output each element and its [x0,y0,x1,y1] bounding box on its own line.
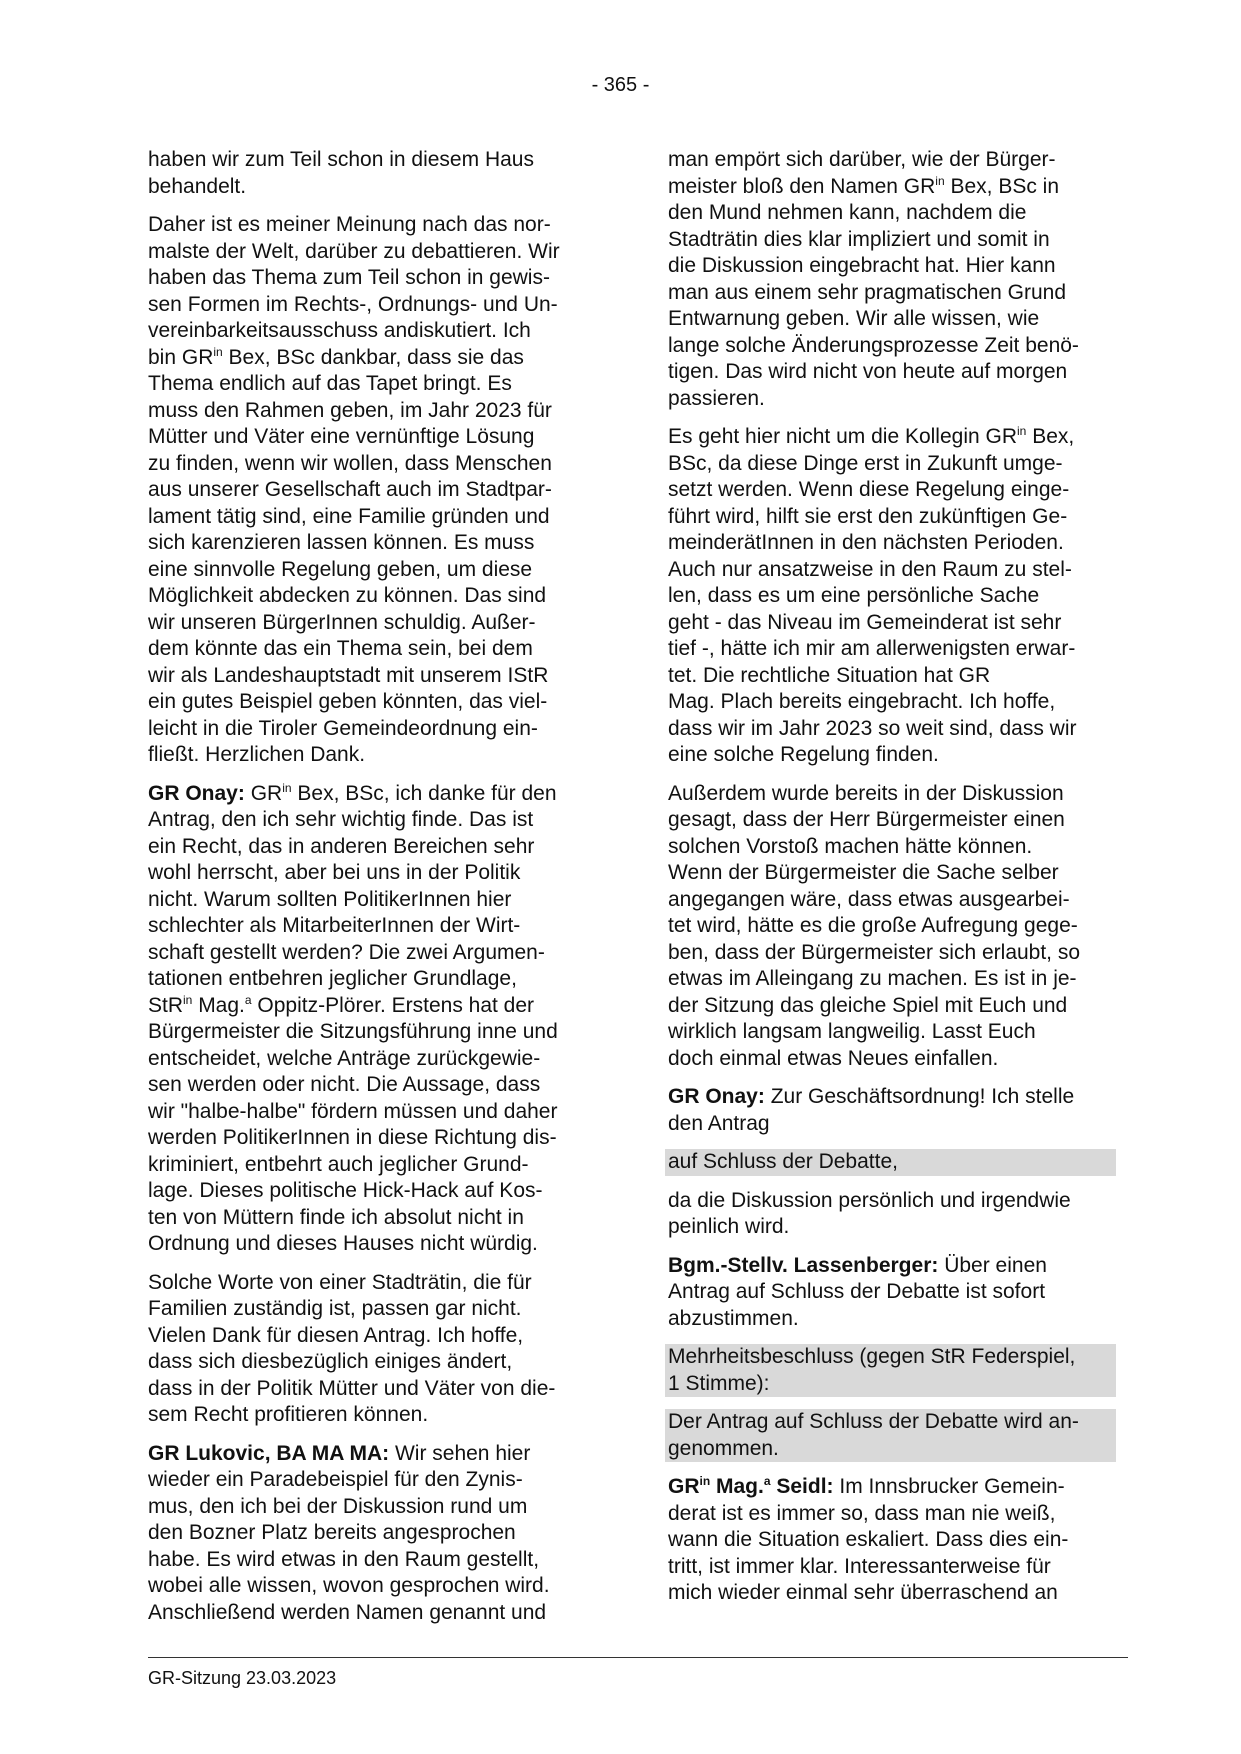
text-line [148,265,596,292]
paragraph [148,147,596,200]
text-segment: sem Recht profitieren können. [148,1403,429,1426]
text-segment: schaft gestellt werden? Die zwei Argumen- [148,940,545,964]
text-line [668,742,1116,769]
text-segment: wohl herrscht, aber bei uns in der Politik [148,861,521,884]
text-segment: Wir sehen hier [389,1441,531,1465]
text-segment: wirklich langsam langweilig. Lasst Euch [668,1020,1036,1043]
text-segment: Entwarnung geben. Wir alle wissen, wie [668,307,1040,330]
speaker-name: GR [668,1475,700,1498]
text-segment: gesagt, dass der Herr Bürgermeister einen [668,808,1065,831]
paragraph [668,1253,1116,1333]
text-segment: ein Recht, das in anderen Bereichen sehr [148,834,535,858]
text-line [148,1376,596,1403]
text-line [668,477,1116,504]
superscript: a [244,992,252,1007]
text-segment: Bex, [1026,425,1075,448]
text-segment: Bürgermeister die Sitzungsführung inne und [148,1020,558,1043]
text-segment: tief -, hätte ich mir am allerwenigsten erwar- [668,637,1076,660]
text-segment: abzustimmen. [668,1306,799,1330]
text-segment: Der Antrag auf Schluss der Debatte wird an- [668,1410,1079,1433]
text-line [668,424,1116,451]
text-segment: entscheidet, welche Anträge zurückgewie- [148,1046,541,1070]
text-segment: eine solche Regelung finden. [668,743,939,766]
text-line [668,1474,1116,1501]
text-segment: wann die Situation eskaliert. Dass dies ein- [668,1528,1069,1551]
paragraph [148,781,596,1258]
text-segment: dass wir im Jahr 2023 so weit sind, dass wir [668,716,1077,740]
text-segment: da die Diskussion persönlich und irgendwie [668,1188,1071,1212]
text-segment: Wenn der Bürgermeister die Sache selber [668,861,1059,884]
text-line [148,716,596,743]
text-segment: sich karenzieren lassen können. Es muss [148,531,535,554]
text-segment: Antrag auf Schluss der Debatte ist sofort [668,1280,1046,1303]
text-segment: wir "halbe-halbe" fördern müssen und daher [148,1099,558,1123]
text-line [148,689,596,716]
text-line [668,663,1116,690]
text-segment: Familien zuständig ist, passen gar nicht. [148,1297,522,1320]
text-segment: etwas im Alleingang zu machen. Es ist in je- [668,967,1077,990]
text-segment: Mehrheitsbeschluss (gegen StR Federspiel, [668,1345,1076,1368]
text-segment: den Bozner Platz bereits angesprochen [148,1521,516,1544]
speaker-name: Mag. [710,1475,764,1498]
text-segment: wir unseren BürgerInnen schuldig. Außer- [148,610,536,634]
text-line [148,239,596,266]
text-segment: zu finden, wenn wir wollen, dass Menschen [148,451,552,475]
text-segment: setzt werden. Wenn diese Regelung einge- [668,478,1070,501]
text-line [668,1214,1116,1241]
paragraph [668,1474,1116,1607]
text-segment: wobei alle wissen, wovon gesprochen wird. [148,1574,550,1597]
text-line [148,887,596,914]
text-segment: nicht. Warum sollten PolitikerInnen hier [148,887,512,911]
paragraph [668,781,1116,1073]
text-segment: der Sitzung das gleiche Spiel mit Euch und [668,993,1068,1017]
text-segment: die Diskussion eingebracht hat. Hier kann [668,254,1056,277]
text-segment: kriminiert, entbehrt auch jeglicher Grund- [148,1152,529,1176]
text-segment: bin GR [148,345,214,369]
text-segment: Mag. Plach bereits eingebracht. Ich hoffe, [668,690,1056,713]
paragraph [148,212,596,769]
text-segment: sen Formen im Rechts-, Ordnungs- und Un- [148,292,558,316]
text-line [148,1349,596,1376]
text-segment: Solche Worte von einer Stadträtin, die für [148,1270,532,1294]
text-segment: behandelt. [148,174,247,198]
text-line [148,742,596,769]
text-line [668,689,1116,716]
text-line [148,1205,596,1232]
text-line [668,557,1116,584]
paragraph [148,1270,596,1429]
text-line [668,807,1116,834]
text-line [148,398,596,425]
speaker-name: GR Onay: [668,1085,765,1108]
text-segment: Vielen Dank für diesen Antrag. Ich hoffe, [148,1323,524,1347]
text-line [148,530,596,557]
text-line [148,807,596,834]
text-line [148,1573,596,1600]
text-segment: lament tätig sind, eine Familie gründen und [148,504,550,528]
text-segment: ein gutes Beispiel geben könnten, das viel- [148,690,548,713]
text-segment: Mag. [192,993,245,1017]
text-line [668,913,1116,940]
text-line [668,504,1116,531]
speaker-name: Bgm.-Stellv. Lassenberger: [668,1253,939,1277]
text-segment: schlechter als MitarbeiterInnen der Wirt- [148,914,521,937]
text-line [148,504,596,531]
text-line [668,887,1116,914]
text-line [668,1436,1113,1463]
text-line [668,147,1116,174]
text-line [148,212,596,239]
speaker-name: GR Lukovic, BA MA MA: [148,1441,390,1465]
resolution-paragraph [665,1344,1116,1397]
text-line [668,200,1116,227]
text-line [668,280,1116,307]
left-column [148,147,596,1638]
text-segment: solchen Vorstoß machen hätte können. [668,834,1033,858]
text-line [668,1019,1116,1046]
text-line [148,993,596,1020]
footer-session-date: GR-Sitzung 23.03.2023 [148,1668,337,1688]
text-line [148,1099,596,1126]
text-line [668,1554,1116,1581]
text-segment: ben, dass der Bürgermeister sich erlaubt, so [668,940,1081,964]
text-segment: sen werden oder nicht. Die Aussage, dass [148,1073,541,1096]
text-line [148,292,596,319]
text-line [668,1306,1116,1333]
text-line [668,1501,1116,1528]
text-line [668,359,1116,386]
text-line [668,1046,1116,1073]
resolution-paragraph [665,1149,1116,1176]
text-line [148,1494,596,1521]
text-line [148,1323,596,1350]
text-segment: den Mund nehmen kann, nachdem die [668,201,1027,224]
text-line [668,993,1116,1020]
text-segment: auf Schluss der Debatte, [668,1150,898,1173]
paragraph [668,424,1116,769]
text-segment: Stadträtin dies klar impliziert und somit in [668,227,1050,251]
text-segment: mus, den ich bei der Diskussion rund um [148,1494,528,1518]
text-line [148,966,596,993]
text-segment: Bex, BSc in [944,174,1060,198]
text-line [148,318,596,345]
text-line [148,860,596,887]
text-segment: wir als Landeshauptstadt mit unserem IStR [148,663,549,687]
text-segment: leicht in die Tiroler Gemeindeordnung ein- [148,716,538,740]
text-line [668,227,1116,254]
text-segment: fließt. Herzlichen Dank. [148,743,366,766]
text-segment: passieren. [668,386,765,410]
text-segment: Möglichkeit abdecken zu können. Das sind [148,584,547,607]
text-line [668,530,1116,557]
superscript: a [763,1474,771,1488]
text-segment: dass sich diesbezüglich einiges ändert, [148,1350,513,1373]
text-segment: Bex, BSc dankbar, dass sie das [222,345,524,369]
text-line [668,940,1116,967]
text-line [148,781,596,808]
text-segment: Antrag, den ich sehr wichtig finde. Das ist [148,808,534,831]
text-line [148,1270,596,1297]
text-segment: den Antrag [668,1111,770,1135]
text-line [148,1467,596,1494]
text-segment: muss den Rahmen geben, im Jahr 2023 für [148,398,552,422]
text-line [668,1279,1116,1306]
text-segment: habe. Es wird etwas in den Raum gestellt, [148,1547,540,1571]
paragraph [668,147,1116,412]
text-line [148,174,596,201]
paragraph [668,1188,1116,1241]
text-segment: tigen. Das wird nicht von heute auf morgen [668,360,1068,383]
text-segment: meinderätInnen in den nächsten Perioden. [668,531,1064,554]
text-line [668,333,1116,360]
superscript: in [213,344,223,359]
text-line [148,1046,596,1073]
text-line [148,477,596,504]
text-segment: doch einmal etwas Neues einfallen. [668,1046,999,1070]
text-segment: wieder ein Paradebeispiel für den Zynis- [148,1468,523,1491]
text-segment: tritt, ist immer klar. Interessanterweise für [668,1554,1051,1578]
text-segment: Thema endlich auf das Tapet bringt. Es [148,372,512,395]
text-segment: BSc, da diese Dinge erst in Zukunft umge- [668,451,1063,475]
text-segment: haben das Thema zum Teil schon in gewis- [148,266,550,289]
text-line [148,913,596,940]
resolution-paragraph [665,1409,1116,1462]
text-segment: derat ist es immer so, dass man nie weiß, [668,1501,1056,1525]
text-line [148,1547,596,1574]
text-segment: eine sinnvolle Regelung geben, um diese [148,557,533,581]
text-line [668,781,1116,808]
text-segment: Anschließend werden Namen genannt und [148,1600,547,1624]
text-line [668,860,1116,887]
text-line [148,1402,596,1429]
text-segment: len, dass es um eine persönliche Sache [668,584,1040,607]
superscript: in [183,992,193,1007]
superscript: in [1017,424,1027,438]
text-line [148,1152,596,1179]
text-line [148,1125,596,1152]
text-segment: man aus einem sehr pragmatischen Grund [668,280,1067,304]
text-line [668,174,1116,201]
text-segment: Über einen [938,1253,1047,1277]
text-line [148,1072,596,1099]
text-line [668,610,1116,637]
text-segment: meister bloß den Namen GR [668,174,936,198]
text-segment: peinlich wird. [668,1215,790,1238]
text-segment: Auch nur ansatzweise in den Raum zu stel- [668,557,1072,581]
text-segment: tet wird, hätte es die große Aufregung gege- [668,914,1078,937]
text-line [148,345,596,372]
speaker-name: GR Onay: [148,781,245,805]
text-line [148,557,596,584]
text-line [668,386,1116,413]
text-line [148,451,596,478]
text-line [668,1188,1116,1215]
text-line [668,1111,1116,1138]
text-line [148,1178,596,1205]
text-line [668,1084,1116,1111]
text-segment: malste der Welt, darüber zu debattieren. Wir [148,239,560,263]
text-segment: Zur Geschäftsordnung! Ich stelle [764,1085,1075,1108]
paragraph [668,1084,1116,1137]
text-line [668,1409,1113,1436]
text-line [668,1371,1113,1398]
text-line [148,1441,596,1468]
text-segment: werden PolitikerInnen in diese Richtung dis- [148,1126,557,1149]
text-line [148,1231,596,1258]
text-line [148,1520,596,1547]
text-segment: Bex, BSc, ich danke für den [291,781,557,805]
text-segment: haben wir zum Teil schon in diesem Haus [148,148,534,171]
text-line [668,583,1116,610]
text-segment: man empört sich darüber, wie der Bürger- [668,148,1056,171]
text-segment: tationen entbehren jeglicher Grundlage, [148,967,517,990]
text-segment: tet. Die rechtliche Situation hat GR [668,663,991,687]
text-segment: dass in der Politik Mütter und Väter von die- [148,1376,556,1400]
text-line [148,583,596,610]
text-segment: Außerdem wurde bereits in der Diskussion [668,781,1064,805]
text-line [148,1600,596,1627]
text-line [668,1344,1113,1371]
text-line [668,1527,1116,1554]
text-segment: ten von Müttern finde ich absolut nicht in [148,1205,524,1229]
text-segment: geht - das Niveau im Gemeinderat ist sehr [668,610,1062,634]
text-line [148,371,596,398]
text-segment: aus unserer Gesellschaft auch im Stadtpar- [148,478,552,501]
text-segment: angegangen wäre, dass etwas ausgearbei- [668,887,1070,911]
text-line [668,451,1116,478]
text-segment: Im Innsbrucker Gemein- [833,1475,1065,1498]
text-segment: lange solche Änderungsprozesse Zeit benö- [668,333,1079,357]
text-line [668,636,1116,663]
text-segment: lage. Dieses politische Hick-Hack auf Kos- [148,1179,543,1202]
text-segment: Ordnung und dieses Hauses nicht würdig. [148,1232,538,1255]
text-line [668,306,1116,333]
text-segment: dem könnte das ein Thema sein, bei dem [148,637,533,660]
superscript: in [699,1474,711,1488]
page-number: - 365 - [591,74,650,96]
paragraph [148,1441,596,1627]
text-segment: 1 Stimme): [668,1371,770,1395]
right-column [668,147,1116,1619]
text-line [148,610,596,637]
text-line [148,147,596,174]
footer-divider [148,1657,1128,1658]
text-segment: Mütter und Väter eine vernünftige Lösung [148,425,535,448]
text-segment: führt wird, hilft sie erst den zukünftigen Ge- [668,504,1068,528]
text-segment: Es geht hier nicht um die Kollegin GR [668,425,1018,448]
text-line [668,1149,1113,1176]
text-line [148,1019,596,1046]
text-line [668,834,1116,861]
superscript: in [282,780,292,795]
text-line [668,966,1116,993]
text-line [668,716,1116,743]
text-line [668,253,1116,280]
text-line [668,1253,1116,1280]
text-segment: StR [148,993,184,1017]
text-line [148,663,596,690]
text-line [148,1296,596,1323]
text-line [668,1580,1116,1607]
text-segment: mich wieder einmal sehr überraschend an [668,1581,1058,1604]
text-line [148,636,596,663]
text-segment: Daher ist es meiner Meinung nach das nor- [148,213,551,236]
text-line [148,834,596,861]
text-segment: GR [244,781,283,805]
superscript: in [935,173,945,188]
text-segment: Oppitz-Plörer. Erstens hat der [251,993,535,1017]
text-segment: genommen. [668,1436,779,1460]
text-line [148,424,596,451]
text-line [148,940,596,967]
speaker-name: Seidl: [770,1475,834,1498]
text-segment: vereinbarkeitsausschuss andiskutiert. Ich [148,319,531,342]
